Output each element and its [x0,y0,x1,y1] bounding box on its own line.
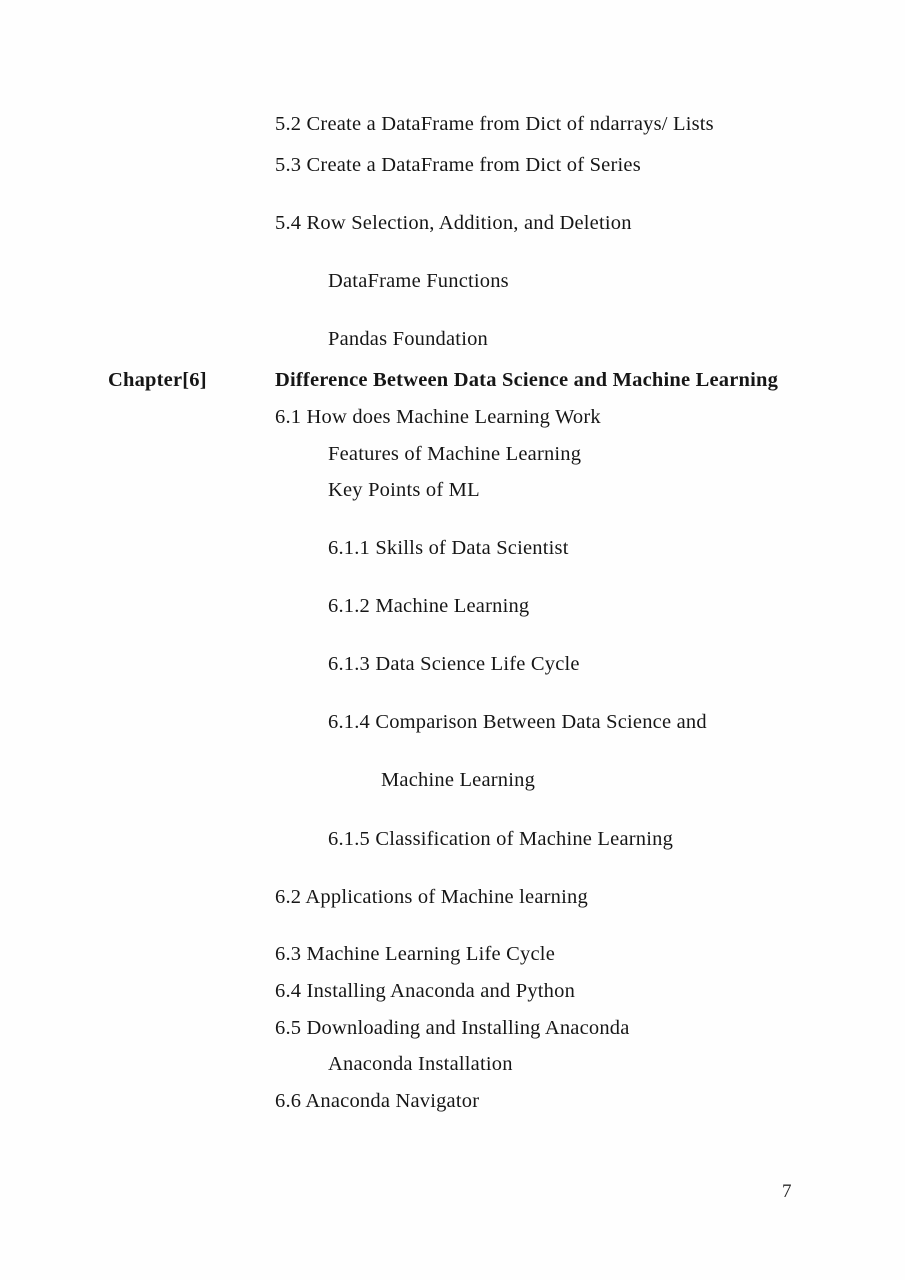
toc-entry-6-1-3: 6.1.3 Data Science Life Cycle [328,653,580,675]
toc-entry-6-1: 6.1 How does Machine Learning Work [275,406,601,428]
page-number: 7 [782,1181,792,1202]
toc-entry-6-2: 6.2 Applications of Machine learning [275,886,588,908]
toc-entry-6-3: 6.3 Machine Learning Life Cycle [275,943,555,965]
toc-entry-6-1-4-continuation: Machine Learning [381,769,536,791]
toc-entry-5-3: 5.3 Create a DataFrame from Dict of Series [275,154,641,176]
toc-entry-6-4: 6.4 Installing Anaconda and Python [275,980,576,1002]
chapter-6-title: Difference Between Data Science and Machine Learning [275,369,779,391]
toc-entry-pandas-foundation: Pandas Foundation [328,328,488,350]
toc-entry-features-of-ml: Features of Machine Learning [328,443,582,465]
toc-entry-5-2: 5.2 Create a DataFrame from Dict of ndarrays/ Lists [275,113,714,135]
toc-entry-key-points-of-ml: Key Points of ML [328,479,480,501]
toc-entry-6-6: 6.6 Anaconda Navigator [275,1090,480,1112]
toc-entry-5-4: 5.4 Row Selection, Addition, and Deletion [275,212,632,234]
toc-entry-6-1-2: 6.1.2 Machine Learning [328,595,530,617]
toc-entry-dataframe-functions: DataFrame Functions [328,270,509,292]
toc-entry-6-1-5: 6.1.5 Classification of Machine Learning [328,828,674,850]
toc-entry-anaconda-installation: Anaconda Installation [328,1053,513,1075]
toc-entry-6-1-4: 6.1.4 Comparison Between Data Science and [328,711,707,733]
chapter-6-label: Chapter[6] [108,369,207,391]
toc-entry-6-5: 6.5 Downloading and Installing Anaconda [275,1017,630,1039]
toc-entry-6-1-1: 6.1.1 Skills of Data Scientist [328,537,569,559]
